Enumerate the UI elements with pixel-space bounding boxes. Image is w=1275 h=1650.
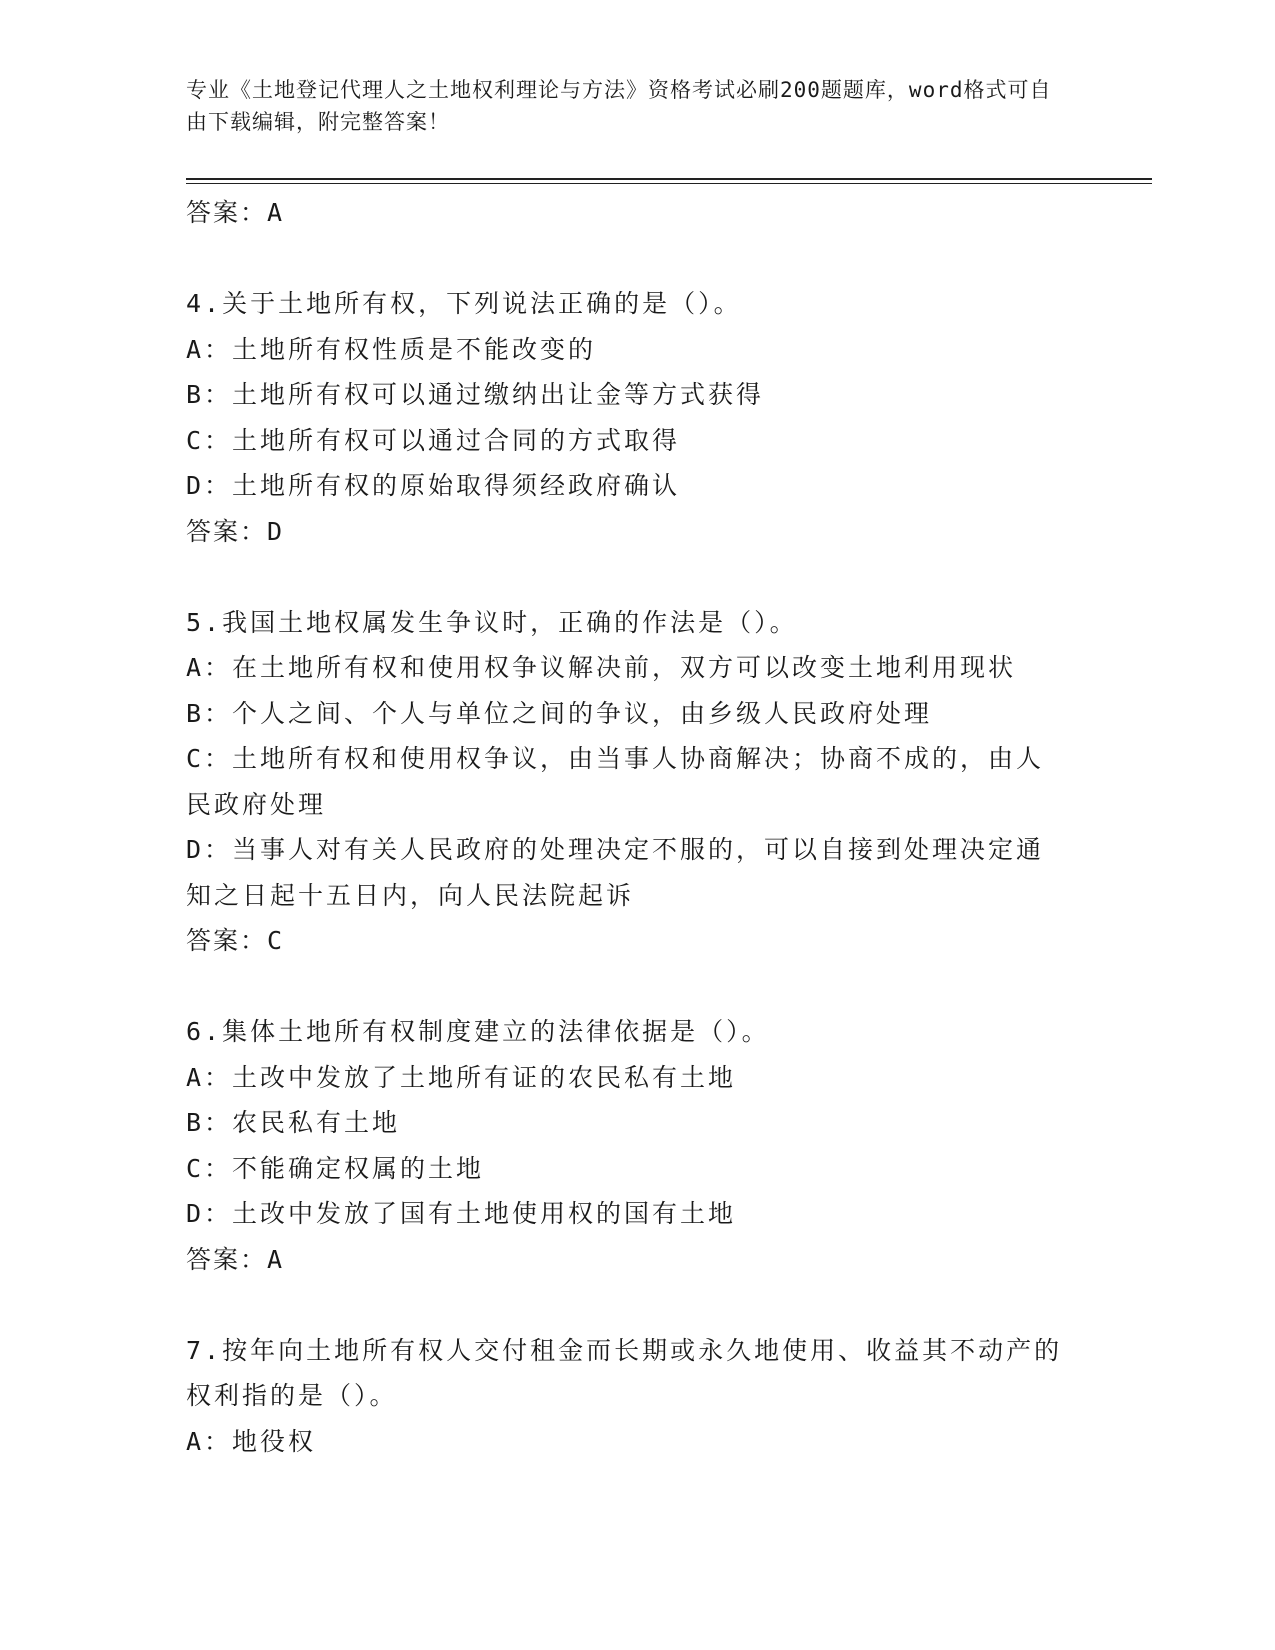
- answer-label: 答案：: [186, 926, 268, 955]
- question-text: 5.我国土地权属发生争议时，正确的作法是（）。: [186, 607, 798, 637]
- option-b: B：农民私有土地: [186, 1108, 401, 1137]
- question-text: 6.集体土地所有权制度建立的法律依据是（）。: [186, 1017, 770, 1046]
- answer-label: 答案：: [186, 198, 268, 227]
- option-a: A：土地所有权性质是不能改变的: [186, 334, 597, 364]
- answer-label: 答案：: [186, 1244, 268, 1274]
- answer-label: 答案：: [186, 516, 268, 546]
- header-rule-thin: [186, 183, 1152, 184]
- option-d: D：土地所有权的原始取得须经政府确认: [186, 471, 681, 500]
- answer-value: C: [267, 926, 285, 955]
- option-a: A：地役权: [186, 1426, 317, 1456]
- answer-value: A: [267, 198, 285, 227]
- option-a: A：在土地所有权和使用权争议解决前，双方可以改变土地利用现状: [186, 653, 1017, 682]
- question-text: 4.关于土地所有权，下列说法正确的是（）。: [186, 289, 742, 318]
- option-a: A：土改中发放了土地所有证的农民私有土地: [186, 1062, 737, 1092]
- option-d: D：当事人对有关人民政府的处理决定不服的，可以自接到处理决定通知之日起十五日内，向人民法院起诉: [186, 835, 1045, 910]
- answer-line: [186, 918, 1066, 964]
- spacer: [186, 554, 1066, 600]
- answer-value: D: [267, 516, 285, 546]
- option-b: B：土地所有权可以通过缴纳出让金等方式获得: [186, 380, 765, 409]
- answer-line: [186, 190, 1066, 236]
- option-c: C：不能确定权属的土地: [186, 1153, 485, 1183]
- answer-line: [186, 509, 1066, 555]
- answer-line: [186, 1237, 1066, 1283]
- option-d: D：土改中发放了国有土地使用权的国有土地: [186, 1199, 737, 1228]
- spacer: [186, 236, 1066, 282]
- option-c: C：土地所有权和使用权争议，由当事人协商解决；协商不成的，由人民政府处理: [186, 744, 1045, 819]
- page-header: 专业《土地登记代理人之土地权利理论与方法》资格考试必刷200题题库，word格式可自由下载编辑，附完整答案！: [186, 78, 1052, 134]
- question-list: [186, 190, 1066, 1464]
- spacer: [186, 1282, 1066, 1328]
- option-c: C：土地所有权可以通过合同的方式取得: [186, 425, 681, 455]
- option-b: B：个人之间、个人与单位之间的争议，由乡级人民政府处理: [186, 698, 933, 728]
- header-rule-thick: [186, 178, 1152, 180]
- answer-value: A: [267, 1244, 285, 1274]
- spacer: [186, 964, 1066, 1010]
- question-text: 7.按年向土地所有权人交付租金而长期或永久地使用、收益其不动产的权利指的是（）。: [186, 1335, 1063, 1410]
